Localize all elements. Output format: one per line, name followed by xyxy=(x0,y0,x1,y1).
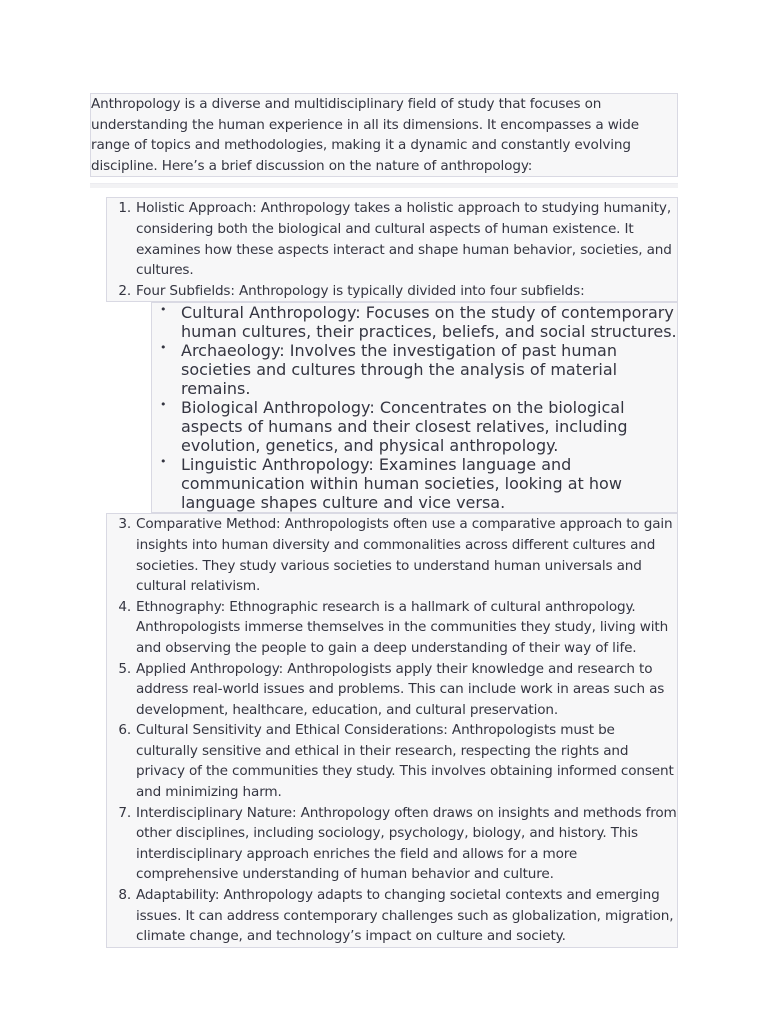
list-item-5 xyxy=(107,659,677,721)
subfield-text: Cultural Anthropology: Focuses on the study of contemporary human cultures, their practices, beliefs, and social structures. xyxy=(181,303,677,342)
subfield-cultural xyxy=(152,303,677,341)
list-item-text: Ethnography: Ethnographic research is a hallmark of cultural anthropology. Anthropologists immerse themselves in the communities they study, living with and observing the people to gain a deep understanding of their way of life. xyxy=(136,598,669,656)
list-item-text: Holistic Approach: Anthropology takes a holistic approach to studying humanity, considering both the biological and cultural aspects of human existence. It examines how these aspects interact and shape human behavior, societies, and cultures. xyxy=(136,200,672,279)
list-number: 5. xyxy=(118,660,131,677)
list-item-7 xyxy=(107,803,677,885)
document xyxy=(90,93,678,948)
bullet: • xyxy=(160,398,167,412)
intro-paragraph: Anthropology is a diverse and multidisciplinary field of study that focuses on understanding the human experience in all its dimensions. It encompasses a wide range of topics and methodologies, making it a dynamic and constantly evolving discipline. Here’s a brief discussion on the nature of anthropology: xyxy=(90,93,678,177)
list-item-3 xyxy=(107,514,677,596)
subfields-list xyxy=(152,303,677,512)
list-number: 1. xyxy=(118,200,131,217)
list-item-6 xyxy=(107,720,677,802)
list-item-2 xyxy=(107,281,677,302)
subfield-biological xyxy=(152,398,677,455)
subfield-linguistic xyxy=(152,455,677,512)
list-number: 2. xyxy=(118,282,131,299)
bullet: • xyxy=(160,341,167,355)
spacer-strip xyxy=(90,183,678,188)
list-item-4 xyxy=(107,597,677,659)
bullet: • xyxy=(160,455,167,469)
numbered-list-part-2 xyxy=(107,514,677,946)
list-item-text: Cultural Sensitivity and Ethical Considerations: Anthropologists must be culturally sensitive and ethical in their research, respecting the rights and privacy of the communities they study. This involves obtaining informed consent and minimizing harm. xyxy=(136,722,674,801)
list-block-bottom xyxy=(106,513,678,947)
subfields-block xyxy=(151,302,678,513)
list-number: 4. xyxy=(118,598,131,615)
subfield-text: Biological Anthropology: Concentrates on the biological aspects of humans and their closest relatives, including evolution, genetics, and physical anthropology. xyxy=(181,398,628,456)
subfield-archaeology xyxy=(152,341,677,398)
subfield-text: Linguistic Anthropology: Examines language and communication within human societies, looking at how language shapes culture and vice versa. xyxy=(181,455,622,513)
numbered-list-part-1 xyxy=(107,198,677,301)
list-number: 6. xyxy=(118,722,131,739)
list-block-top xyxy=(106,197,678,302)
list-item-1 xyxy=(107,198,677,280)
list-item-text: Applied Anthropology: Anthropologists apply their knowledge and research to address real-world issues and problems. This can include work in areas such as development, healthcare, education, and cultural preservation. xyxy=(136,660,665,718)
list-item-text: Four Subfields: Anthropology is typically divided into four subfields: xyxy=(136,282,585,299)
list-number: 8. xyxy=(118,887,131,904)
list-item-text: Interdisciplinary Nature: Anthropology often draws on insights and methods from other disciplines, including sociology, psychology, biology, and history. This interdisciplinary approach enriches the field and allows for a more comprehensive understanding of human behavior and culture. xyxy=(136,804,677,883)
list-number: 3. xyxy=(118,516,131,533)
spacer xyxy=(90,183,678,197)
subfield-text: Archaeology: Involves the investigation of past human societies and cultures through the analysis of material remains. xyxy=(181,341,618,399)
list-item-8 xyxy=(107,885,677,947)
list-item-text: Comparative Method: Anthropologists often use a comparative approach to gain insights into human diversity and commonalities across different cultures and societies. They study various societies to understand human universals and cultural relativism. xyxy=(136,516,673,595)
list-item-text: Adaptability: Anthropology adapts to changing societal contexts and emerging issues. It can address contemporary challenges such as globalization, migration, climate change, and technology’s impact on culture and society. xyxy=(136,887,674,945)
bullet: • xyxy=(160,303,167,317)
list-number: 7. xyxy=(118,804,131,821)
